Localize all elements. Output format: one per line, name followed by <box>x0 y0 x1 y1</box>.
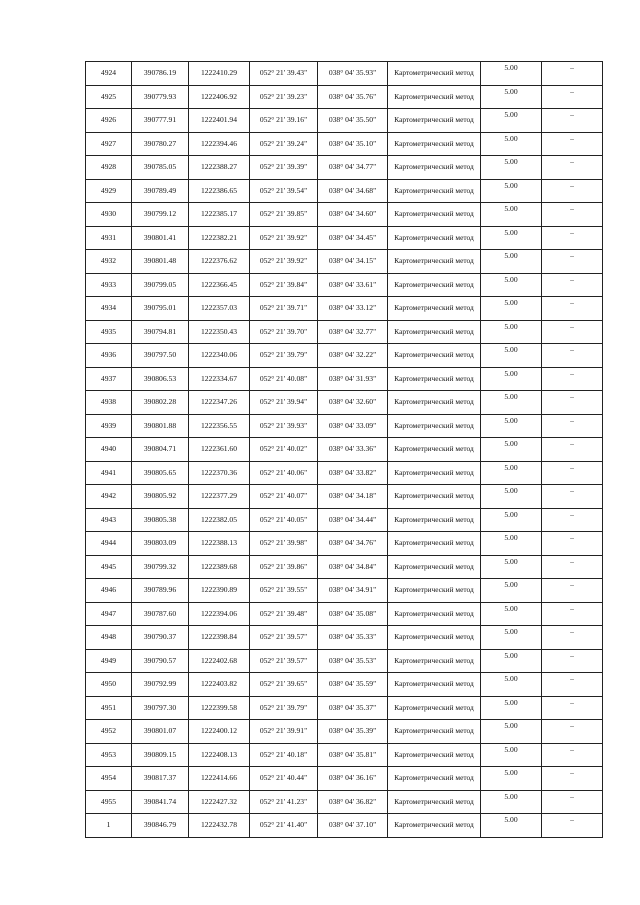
accuracy-cell: 5.00 <box>481 367 542 391</box>
latitude-cell: 052° 21' 39.70" <box>250 320 318 344</box>
table-row <box>86 62 603 86</box>
x-coordinate-cell: 390792.99 <box>132 673 189 697</box>
note-cell: – <box>542 555 603 579</box>
y-coordinate-cell: 1222388.27 <box>189 156 250 180</box>
y-coordinate-cell: 1222390.89 <box>189 579 250 603</box>
latitude-cell: 052° 21' 39.86" <box>250 555 318 579</box>
method-cell: Картометрический метод <box>388 720 481 744</box>
table-row <box>86 555 603 579</box>
x-coordinate-cell: 390841.74 <box>132 790 189 814</box>
longitude-cell: 038° 04' 33.82" <box>318 461 388 485</box>
latitude-cell: 052° 21' 39.91" <box>250 720 318 744</box>
latitude-cell: 052° 21' 39.93" <box>250 414 318 438</box>
accuracy-cell: 5.00 <box>481 696 542 720</box>
longitude-cell: 038° 04' 32.60" <box>318 391 388 415</box>
y-coordinate-cell: 1222356.55 <box>189 414 250 438</box>
note-cell: – <box>542 109 603 133</box>
method-cell: Картометрический метод <box>388 367 481 391</box>
point-number-cell: 4954 <box>86 767 132 791</box>
y-coordinate-cell: 1222401.94 <box>189 109 250 133</box>
point-number-cell: 4946 <box>86 579 132 603</box>
accuracy-cell: 5.00 <box>481 579 542 603</box>
table-row <box>86 626 603 650</box>
note-cell: – <box>542 203 603 227</box>
method-cell: Картометрический метод <box>388 297 481 321</box>
latitude-cell: 052° 21' 41.23" <box>250 790 318 814</box>
note-cell: – <box>542 179 603 203</box>
latitude-cell: 052° 21' 39.16" <box>250 109 318 133</box>
point-number-cell: 4951 <box>86 696 132 720</box>
point-number-cell: 4947 <box>86 602 132 626</box>
method-cell: Картометрический метод <box>388 391 481 415</box>
x-coordinate-cell: 390803.09 <box>132 532 189 556</box>
latitude-cell: 052° 21' 39.39" <box>250 156 318 180</box>
method-cell: Картометрический метод <box>388 156 481 180</box>
longitude-cell: 038° 04' 32.77" <box>318 320 388 344</box>
method-cell: Картометрический метод <box>388 790 481 814</box>
note-cell: – <box>542 743 603 767</box>
accuracy-cell: 5.00 <box>481 438 542 462</box>
latitude-cell: 052° 21' 40.06" <box>250 461 318 485</box>
longitude-cell: 038° 04' 34.84" <box>318 555 388 579</box>
point-number-cell: 4943 <box>86 508 132 532</box>
note-cell: – <box>542 673 603 697</box>
method-cell: Картометрический метод <box>388 414 481 438</box>
latitude-cell: 052° 21' 39.85" <box>250 203 318 227</box>
longitude-cell: 038° 04' 35.10" <box>318 132 388 156</box>
method-cell: Картометрический метод <box>388 602 481 626</box>
y-coordinate-cell: 1222399.58 <box>189 696 250 720</box>
accuracy-cell: 5.00 <box>481 226 542 250</box>
point-number-cell: 4929 <box>86 179 132 203</box>
accuracy-cell: 5.00 <box>481 485 542 509</box>
x-coordinate-cell: 390795.01 <box>132 297 189 321</box>
method-cell: Картометрический метод <box>388 273 481 297</box>
method-cell: Картометрический метод <box>388 814 481 838</box>
note-cell: – <box>542 62 603 86</box>
table-row <box>86 367 603 391</box>
latitude-cell: 052° 21' 39.92" <box>250 226 318 250</box>
table-row <box>86 814 603 838</box>
method-cell: Картометрический метод <box>388 767 481 791</box>
note-cell: – <box>542 532 603 556</box>
method-cell: Картометрический метод <box>388 743 481 767</box>
accuracy-cell: 5.00 <box>481 85 542 109</box>
note-cell: – <box>542 485 603 509</box>
note-cell: – <box>542 461 603 485</box>
longitude-cell: 038° 04' 35.33" <box>318 626 388 650</box>
point-number-cell: 4953 <box>86 743 132 767</box>
method-cell: Картометрический метод <box>388 508 481 532</box>
y-coordinate-cell: 1222350.43 <box>189 320 250 344</box>
y-coordinate-cell: 1222340.06 <box>189 344 250 368</box>
x-coordinate-cell: 390805.38 <box>132 508 189 532</box>
accuracy-cell: 5.00 <box>481 532 542 556</box>
y-coordinate-cell: 1222389.68 <box>189 555 250 579</box>
x-coordinate-cell: 390805.92 <box>132 485 189 509</box>
point-number-cell: 4939 <box>86 414 132 438</box>
note-cell: – <box>542 602 603 626</box>
accuracy-cell: 5.00 <box>481 626 542 650</box>
table-row <box>86 461 603 485</box>
latitude-cell: 052° 21' 41.40" <box>250 814 318 838</box>
table-row <box>86 508 603 532</box>
point-number-cell: 4926 <box>86 109 132 133</box>
x-coordinate-cell: 390779.93 <box>132 85 189 109</box>
table-row <box>86 179 603 203</box>
note-cell: – <box>542 649 603 673</box>
x-coordinate-cell: 390785.05 <box>132 156 189 180</box>
accuracy-cell: 5.00 <box>481 203 542 227</box>
table-row <box>86 414 603 438</box>
method-cell: Картометрический метод <box>388 696 481 720</box>
x-coordinate-cell: 390801.41 <box>132 226 189 250</box>
accuracy-cell: 5.00 <box>481 555 542 579</box>
latitude-cell: 052° 21' 39.92" <box>250 250 318 274</box>
accuracy-cell: 5.00 <box>481 414 542 438</box>
table-row <box>86 320 603 344</box>
table-row <box>86 273 603 297</box>
method-cell: Картометрический метод <box>388 132 481 156</box>
y-coordinate-cell: 1222388.13 <box>189 532 250 556</box>
latitude-cell: 052° 21' 40.05" <box>250 508 318 532</box>
y-coordinate-cell: 1222376.62 <box>189 250 250 274</box>
accuracy-cell: 5.00 <box>481 767 542 791</box>
accuracy-cell: 5.00 <box>481 743 542 767</box>
accuracy-cell: 5.00 <box>481 649 542 673</box>
x-coordinate-cell: 390790.57 <box>132 649 189 673</box>
latitude-cell: 052° 21' 39.94" <box>250 391 318 415</box>
accuracy-cell: 5.00 <box>481 814 542 838</box>
longitude-cell: 038° 04' 34.44" <box>318 508 388 532</box>
method-cell: Картометрический метод <box>388 626 481 650</box>
longitude-cell: 038° 04' 33.12" <box>318 297 388 321</box>
table-row <box>86 132 603 156</box>
y-coordinate-cell: 1222385.17 <box>189 203 250 227</box>
accuracy-cell: 5.00 <box>481 250 542 274</box>
method-cell: Картометрический метод <box>388 203 481 227</box>
y-coordinate-cell: 1222382.05 <box>189 508 250 532</box>
note-cell: – <box>542 414 603 438</box>
table-row <box>86 602 603 626</box>
accuracy-cell: 5.00 <box>481 508 542 532</box>
longitude-cell: 038° 04' 35.59" <box>318 673 388 697</box>
y-coordinate-cell: 1222427.32 <box>189 790 250 814</box>
y-coordinate-cell: 1222382.21 <box>189 226 250 250</box>
latitude-cell: 052° 21' 39.84" <box>250 273 318 297</box>
longitude-cell: 038° 04' 34.45" <box>318 226 388 250</box>
note-cell: – <box>542 320 603 344</box>
x-coordinate-cell: 390797.50 <box>132 344 189 368</box>
note-cell: – <box>542 720 603 744</box>
table-row <box>86 297 603 321</box>
y-coordinate-cell: 1222414.66 <box>189 767 250 791</box>
x-coordinate-cell: 390801.88 <box>132 414 189 438</box>
point-number-cell: 4950 <box>86 673 132 697</box>
accuracy-cell: 5.00 <box>481 320 542 344</box>
method-cell: Картометрический метод <box>388 649 481 673</box>
x-coordinate-cell: 390846.79 <box>132 814 189 838</box>
longitude-cell: 038° 04' 35.08" <box>318 602 388 626</box>
point-number-cell: 4942 <box>86 485 132 509</box>
latitude-cell: 052° 21' 39.23" <box>250 85 318 109</box>
longitude-cell: 038° 04' 33.36" <box>318 438 388 462</box>
method-cell: Картометрический метод <box>388 179 481 203</box>
note-cell: – <box>542 790 603 814</box>
x-coordinate-cell: 390799.12 <box>132 203 189 227</box>
method-cell: Картометрический метод <box>388 438 481 462</box>
latitude-cell: 052° 21' 39.48" <box>250 602 318 626</box>
table-row <box>86 438 603 462</box>
note-cell: – <box>542 438 603 462</box>
longitude-cell: 038° 04' 36.82" <box>318 790 388 814</box>
point-number-cell: 4927 <box>86 132 132 156</box>
note-cell: – <box>542 367 603 391</box>
point-number-cell: 4936 <box>86 344 132 368</box>
note-cell: – <box>542 508 603 532</box>
x-coordinate-cell: 390777.91 <box>132 109 189 133</box>
x-coordinate-cell: 390809.15 <box>132 743 189 767</box>
table-row <box>86 344 603 368</box>
method-cell: Картометрический метод <box>388 485 481 509</box>
point-number-cell: 4935 <box>86 320 132 344</box>
point-number-cell: 4949 <box>86 649 132 673</box>
x-coordinate-cell: 390801.48 <box>132 250 189 274</box>
latitude-cell: 052° 21' 39.57" <box>250 626 318 650</box>
note-cell: – <box>542 250 603 274</box>
table-row <box>86 743 603 767</box>
method-cell: Картометрический метод <box>388 109 481 133</box>
method-cell: Картометрический метод <box>388 673 481 697</box>
table-row <box>86 720 603 744</box>
longitude-cell: 038° 04' 34.60" <box>318 203 388 227</box>
y-coordinate-cell: 1222403.82 <box>189 673 250 697</box>
coordinates-table <box>85 61 603 838</box>
point-number-cell: 4925 <box>86 85 132 109</box>
point-number-cell: 4931 <box>86 226 132 250</box>
y-coordinate-cell: 1222406.92 <box>189 85 250 109</box>
x-coordinate-cell: 390786.19 <box>132 62 189 86</box>
accuracy-cell: 5.00 <box>481 344 542 368</box>
x-coordinate-cell: 390805.65 <box>132 461 189 485</box>
longitude-cell: 038° 04' 34.15" <box>318 250 388 274</box>
y-coordinate-cell: 1222386.65 <box>189 179 250 203</box>
accuracy-cell: 5.00 <box>481 297 542 321</box>
latitude-cell: 052° 21' 39.43" <box>250 62 318 86</box>
method-cell: Картометрический метод <box>388 250 481 274</box>
latitude-cell: 052° 21' 39.57" <box>250 649 318 673</box>
y-coordinate-cell: 1222400.12 <box>189 720 250 744</box>
latitude-cell: 052° 21' 39.98" <box>250 532 318 556</box>
y-coordinate-cell: 1222370.36 <box>189 461 250 485</box>
x-coordinate-cell: 390790.37 <box>132 626 189 650</box>
longitude-cell: 038° 04' 33.09" <box>318 414 388 438</box>
method-cell: Картометрический метод <box>388 62 481 86</box>
point-number-cell: 4932 <box>86 250 132 274</box>
longitude-cell: 038° 04' 31.93" <box>318 367 388 391</box>
coordinates-table-body <box>86 62 603 838</box>
table-row <box>86 579 603 603</box>
latitude-cell: 052° 21' 39.79" <box>250 344 318 368</box>
note-cell: – <box>542 297 603 321</box>
table-row <box>86 673 603 697</box>
note-cell: – <box>542 696 603 720</box>
x-coordinate-cell: 390804.71 <box>132 438 189 462</box>
note-cell: – <box>542 814 603 838</box>
longitude-cell: 038° 04' 35.39" <box>318 720 388 744</box>
table-row <box>86 696 603 720</box>
y-coordinate-cell: 1222347.26 <box>189 391 250 415</box>
method-cell: Картометрический метод <box>388 555 481 579</box>
table-row <box>86 109 603 133</box>
latitude-cell: 052° 21' 40.02" <box>250 438 318 462</box>
note-cell: – <box>542 579 603 603</box>
longitude-cell: 038° 04' 32.22" <box>318 344 388 368</box>
table-row <box>86 532 603 556</box>
y-coordinate-cell: 1222366.45 <box>189 273 250 297</box>
accuracy-cell: 5.00 <box>481 720 542 744</box>
note-cell: – <box>542 226 603 250</box>
latitude-cell: 052° 21' 39.24" <box>250 132 318 156</box>
y-coordinate-cell: 1222410.29 <box>189 62 250 86</box>
point-number-cell: 4941 <box>86 461 132 485</box>
method-cell: Картометрический метод <box>388 532 481 556</box>
note-cell: – <box>542 156 603 180</box>
latitude-cell: 052° 21' 39.55" <box>250 579 318 603</box>
point-number-cell: 4940 <box>86 438 132 462</box>
x-coordinate-cell: 390802.28 <box>132 391 189 415</box>
y-coordinate-cell: 1222357.03 <box>189 297 250 321</box>
y-coordinate-cell: 1222432.78 <box>189 814 250 838</box>
point-number-cell: 4944 <box>86 532 132 556</box>
x-coordinate-cell: 390780.27 <box>132 132 189 156</box>
table-row <box>86 156 603 180</box>
latitude-cell: 052° 21' 39.79" <box>250 696 318 720</box>
longitude-cell: 038° 04' 35.76" <box>318 85 388 109</box>
point-number-cell: 1 <box>86 814 132 838</box>
latitude-cell: 052° 21' 40.07" <box>250 485 318 509</box>
x-coordinate-cell: 390789.96 <box>132 579 189 603</box>
y-coordinate-cell: 1222334.67 <box>189 367 250 391</box>
y-coordinate-cell: 1222394.46 <box>189 132 250 156</box>
longitude-cell: 038° 04' 35.81" <box>318 743 388 767</box>
accuracy-cell: 5.00 <box>481 132 542 156</box>
point-number-cell: 4938 <box>86 391 132 415</box>
y-coordinate-cell: 1222377.29 <box>189 485 250 509</box>
method-cell: Картометрический метод <box>388 579 481 603</box>
point-number-cell: 4934 <box>86 297 132 321</box>
longitude-cell: 038° 04' 34.91" <box>318 579 388 603</box>
point-number-cell: 4955 <box>86 790 132 814</box>
longitude-cell: 038° 04' 35.93" <box>318 62 388 86</box>
note-cell: – <box>542 767 603 791</box>
longitude-cell: 038° 04' 33.61" <box>318 273 388 297</box>
latitude-cell: 052° 21' 39.65" <box>250 673 318 697</box>
point-number-cell: 4945 <box>86 555 132 579</box>
x-coordinate-cell: 390817.37 <box>132 767 189 791</box>
y-coordinate-cell: 1222402.68 <box>189 649 250 673</box>
table-row <box>86 226 603 250</box>
note-cell: – <box>542 132 603 156</box>
longitude-cell: 038° 04' 34.68" <box>318 179 388 203</box>
accuracy-cell: 5.00 <box>481 179 542 203</box>
table-row <box>86 203 603 227</box>
point-number-cell: 4948 <box>86 626 132 650</box>
longitude-cell: 038° 04' 35.50" <box>318 109 388 133</box>
note-cell: – <box>542 626 603 650</box>
y-coordinate-cell: 1222408.13 <box>189 743 250 767</box>
point-number-cell: 4930 <box>86 203 132 227</box>
method-cell: Картометрический метод <box>388 320 481 344</box>
accuracy-cell: 5.00 <box>481 109 542 133</box>
latitude-cell: 052° 21' 40.18" <box>250 743 318 767</box>
accuracy-cell: 5.00 <box>481 273 542 297</box>
x-coordinate-cell: 390789.49 <box>132 179 189 203</box>
x-coordinate-cell: 390801.07 <box>132 720 189 744</box>
latitude-cell: 052° 21' 39.71" <box>250 297 318 321</box>
longitude-cell: 038° 04' 34.76" <box>318 532 388 556</box>
longitude-cell: 038° 04' 37.10" <box>318 814 388 838</box>
accuracy-cell: 5.00 <box>481 673 542 697</box>
x-coordinate-cell: 390787.60 <box>132 602 189 626</box>
point-number-cell: 4924 <box>86 62 132 86</box>
y-coordinate-cell: 1222398.84 <box>189 626 250 650</box>
longitude-cell: 038° 04' 35.53" <box>318 649 388 673</box>
accuracy-cell: 5.00 <box>481 602 542 626</box>
longitude-cell: 038° 04' 34.18" <box>318 485 388 509</box>
note-cell: – <box>542 344 603 368</box>
accuracy-cell: 5.00 <box>481 461 542 485</box>
accuracy-cell: 5.00 <box>481 790 542 814</box>
method-cell: Картометрический метод <box>388 461 481 485</box>
point-number-cell: 4928 <box>86 156 132 180</box>
accuracy-cell: 5.00 <box>481 62 542 86</box>
point-number-cell: 4937 <box>86 367 132 391</box>
method-cell: Картометрический метод <box>388 226 481 250</box>
x-coordinate-cell: 390799.32 <box>132 555 189 579</box>
x-coordinate-cell: 390806.53 <box>132 367 189 391</box>
latitude-cell: 052° 21' 40.44" <box>250 767 318 791</box>
latitude-cell: 052° 21' 39.54" <box>250 179 318 203</box>
longitude-cell: 038° 04' 35.37" <box>318 696 388 720</box>
accuracy-cell: 5.00 <box>481 391 542 415</box>
latitude-cell: 052° 21' 40.08" <box>250 367 318 391</box>
table-row <box>86 391 603 415</box>
method-cell: Картометрический метод <box>388 85 481 109</box>
longitude-cell: 038° 04' 36.16" <box>318 767 388 791</box>
accuracy-cell: 5.00 <box>481 156 542 180</box>
table-row <box>86 85 603 109</box>
y-coordinate-cell: 1222394.06 <box>189 602 250 626</box>
note-cell: – <box>542 391 603 415</box>
table-row <box>86 767 603 791</box>
table-row <box>86 790 603 814</box>
method-cell: Картометрический метод <box>388 344 481 368</box>
table-row <box>86 250 603 274</box>
longitude-cell: 038° 04' 34.77" <box>318 156 388 180</box>
x-coordinate-cell: 390797.30 <box>132 696 189 720</box>
y-coordinate-cell: 1222361.60 <box>189 438 250 462</box>
table-row <box>86 649 603 673</box>
note-cell: – <box>542 273 603 297</box>
x-coordinate-cell: 390799.05 <box>132 273 189 297</box>
note-cell: – <box>542 85 603 109</box>
x-coordinate-cell: 390794.81 <box>132 320 189 344</box>
table-row <box>86 485 603 509</box>
point-number-cell: 4952 <box>86 720 132 744</box>
point-number-cell: 4933 <box>86 273 132 297</box>
